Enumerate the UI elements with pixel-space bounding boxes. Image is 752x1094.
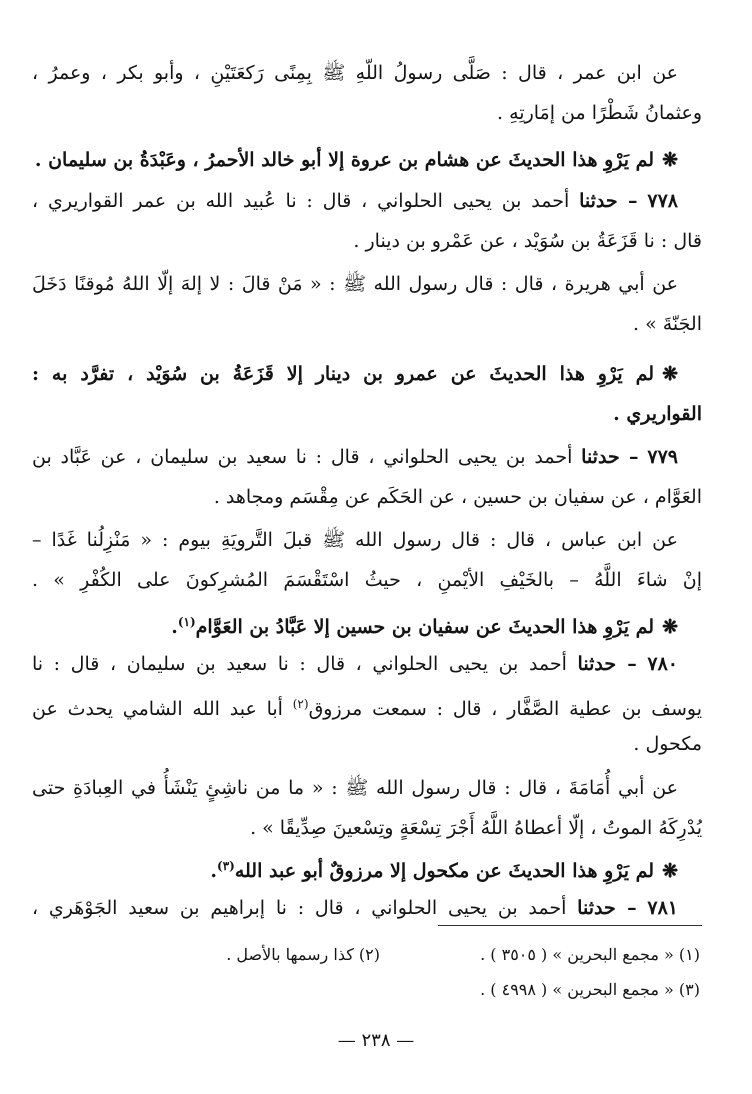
- commentary-779: [32, 602, 678, 642]
- commentary-text: لم يَرْوِ هذا الحديثَ عن عمرو بن دينار إلا قَزَعَةُ بن سُوَيْد ، تفرَّد به :: [32, 363, 655, 385]
- hadith-778-text-2: الجَنّةَ » .: [633, 313, 702, 335]
- chain-text: أحمد بن يحيى الحلواني ، قال : نا عُبيد الله بن عمر القواريري ،: [32, 190, 570, 212]
- footnote-marker: (٣): [217, 859, 235, 873]
- hadith-lead: – حدثنا: [577, 897, 637, 919]
- chain-text: يوسف بن عطية الصَّفَّار ، قال : سمعت مرزوق: [308, 698, 702, 720]
- hadith-number: ٧٧٨: [647, 190, 678, 212]
- hadith-780-chain-1: [32, 644, 678, 684]
- hadith-lead: – حدثنا: [577, 653, 637, 675]
- hadith-780-chain-2: [32, 684, 702, 724]
- footnote-divider: [438, 925, 702, 926]
- hadith-778-text-1: عن أبي هريرة ، قال : قال رسول الله ﷺ : « مَنْ قالَ : لا إلهَ إلّا اللهُ مُوقنًا دَخَلَ: [32, 273, 678, 295]
- hadith-lead: – حدثنا: [579, 190, 638, 212]
- hadith-780-text-1: عن أبي أُمَامَةَ ، قال : قال رسول الله ﷺ : « ما من ناشِئٍ يَنْشَأُ في العِبادَةِ حتى: [32, 777, 678, 799]
- footnote-marker: (٢): [292, 697, 309, 711]
- footnote-marker: (١): [177, 615, 196, 629]
- hadith-780-text-2: يُدْرِكَهُ الموتُ ، إلّا أعطاهُ اللَّهُ أَجْرَ تِسْعَةٍ وتِسْعينَ صِدِّيقًا » .: [250, 817, 702, 839]
- chain-text: أحمد بن يحيى الحلواني ، قال : نا سعيد بن سليمان ، قال : نا: [32, 653, 567, 675]
- footnote-3: (٣) « مجمع البحرين » ( ٤٩٩٨ ) .: [480, 980, 700, 999]
- hadith-number: ٧٧٩: [647, 446, 678, 468]
- hadith-778-chain-2: قال : نا قَزَعَةُ بن سُوَيْد ، عن عَمْرو بن دينار .: [353, 230, 702, 252]
- hadith-779-text-1: عن ابن عباس ، قال : قال رسول الله ﷺ قبلَ التَّرويَةِ بيوم : « مَنْزِلُنا غَدًا –: [32, 529, 678, 551]
- chain-text-end: أبا عبد الله الشامي يحدث عن: [32, 698, 283, 720]
- commentary-778-2: القواريري .: [613, 403, 702, 425]
- commentary-780: [32, 846, 678, 886]
- commentary-777: [32, 140, 678, 180]
- star-ornament-icon: ❋: [662, 149, 678, 171]
- hadith-number: ٧٨١: [647, 897, 678, 919]
- commentary-text: لم يَرْوِ هذا الحديثَ عن سفيان بن حسين إلا عَبَّادُ بن العَوَّام: [195, 616, 655, 638]
- hadith-779-chain-2: العَوَّام ، عن سفيان بن حسين ، عن الحَكَم عن مِقْسَم ومجاهد .: [213, 486, 702, 508]
- hadith-777-line-2: وعثمانُ شَطْرًا من إمَارتِهِ .: [497, 102, 702, 124]
- page-number: — ٢٣٨ —: [337, 1030, 415, 1051]
- commentary-end: .: [210, 860, 217, 882]
- hadith-779-text-2: إنْ شاءَ اللَّهُ – بالخَيْفِ الأيْمنِ ، حيثُ اسْتَقْسَمَ المُشرِكونَ على الكُفْرِ » .: [32, 569, 702, 591]
- commentary-text: لم يَرْوِ هذا الحديثَ عن هشام بن عروة إلا أبو خالد الأحمرُ ، وعَبْدَةُ بن سليمان .: [34, 149, 655, 171]
- hadith-777-line-1: عن ابن عمر ، قال : صَلَّى رسولُ اللّهِ ﷺ بِمِنًى رَكعَتَيْنِ ، وأبو بكر ، وعمرُ ،: [32, 62, 678, 84]
- commentary-end: .: [171, 616, 178, 638]
- star-ornament-icon: ❋: [662, 363, 678, 385]
- star-ornament-icon: ❋: [662, 860, 678, 882]
- hadith-781-chain-1: [32, 888, 678, 928]
- hadith-number: ٧٨٠: [647, 653, 678, 675]
- hadith-lead: – حدثنا: [581, 446, 639, 468]
- hadith-780-chain-3: مكحول .: [633, 733, 702, 755]
- commentary-778-1: [32, 354, 678, 394]
- chain-text: أحمد بن يحيى الحلواني ، قال : نا سعيد بن سليمان ، عن عَبَّاد بن: [32, 446, 573, 468]
- commentary-text: لم يَرْوِ هذا الحديثَ عن مكحول إلا مرزوقٌ أبو عبد الله: [234, 860, 655, 882]
- chain-text: أحمد بن يحيى الحلواني ، قال : نا إبراهيم بن سعيد الجَوْهَري ،: [32, 897, 567, 919]
- hadith-779-chain-1: [32, 437, 678, 477]
- star-ornament-icon: ❋: [662, 616, 678, 638]
- hadith-778-chain-1: [32, 181, 678, 221]
- footnote-1: (١) « مجمع البحرين » ( ٣٥٠٥ ) .: [480, 945, 700, 964]
- footnote-2: (٢) كذا رسمها بالأصل .: [226, 945, 380, 964]
